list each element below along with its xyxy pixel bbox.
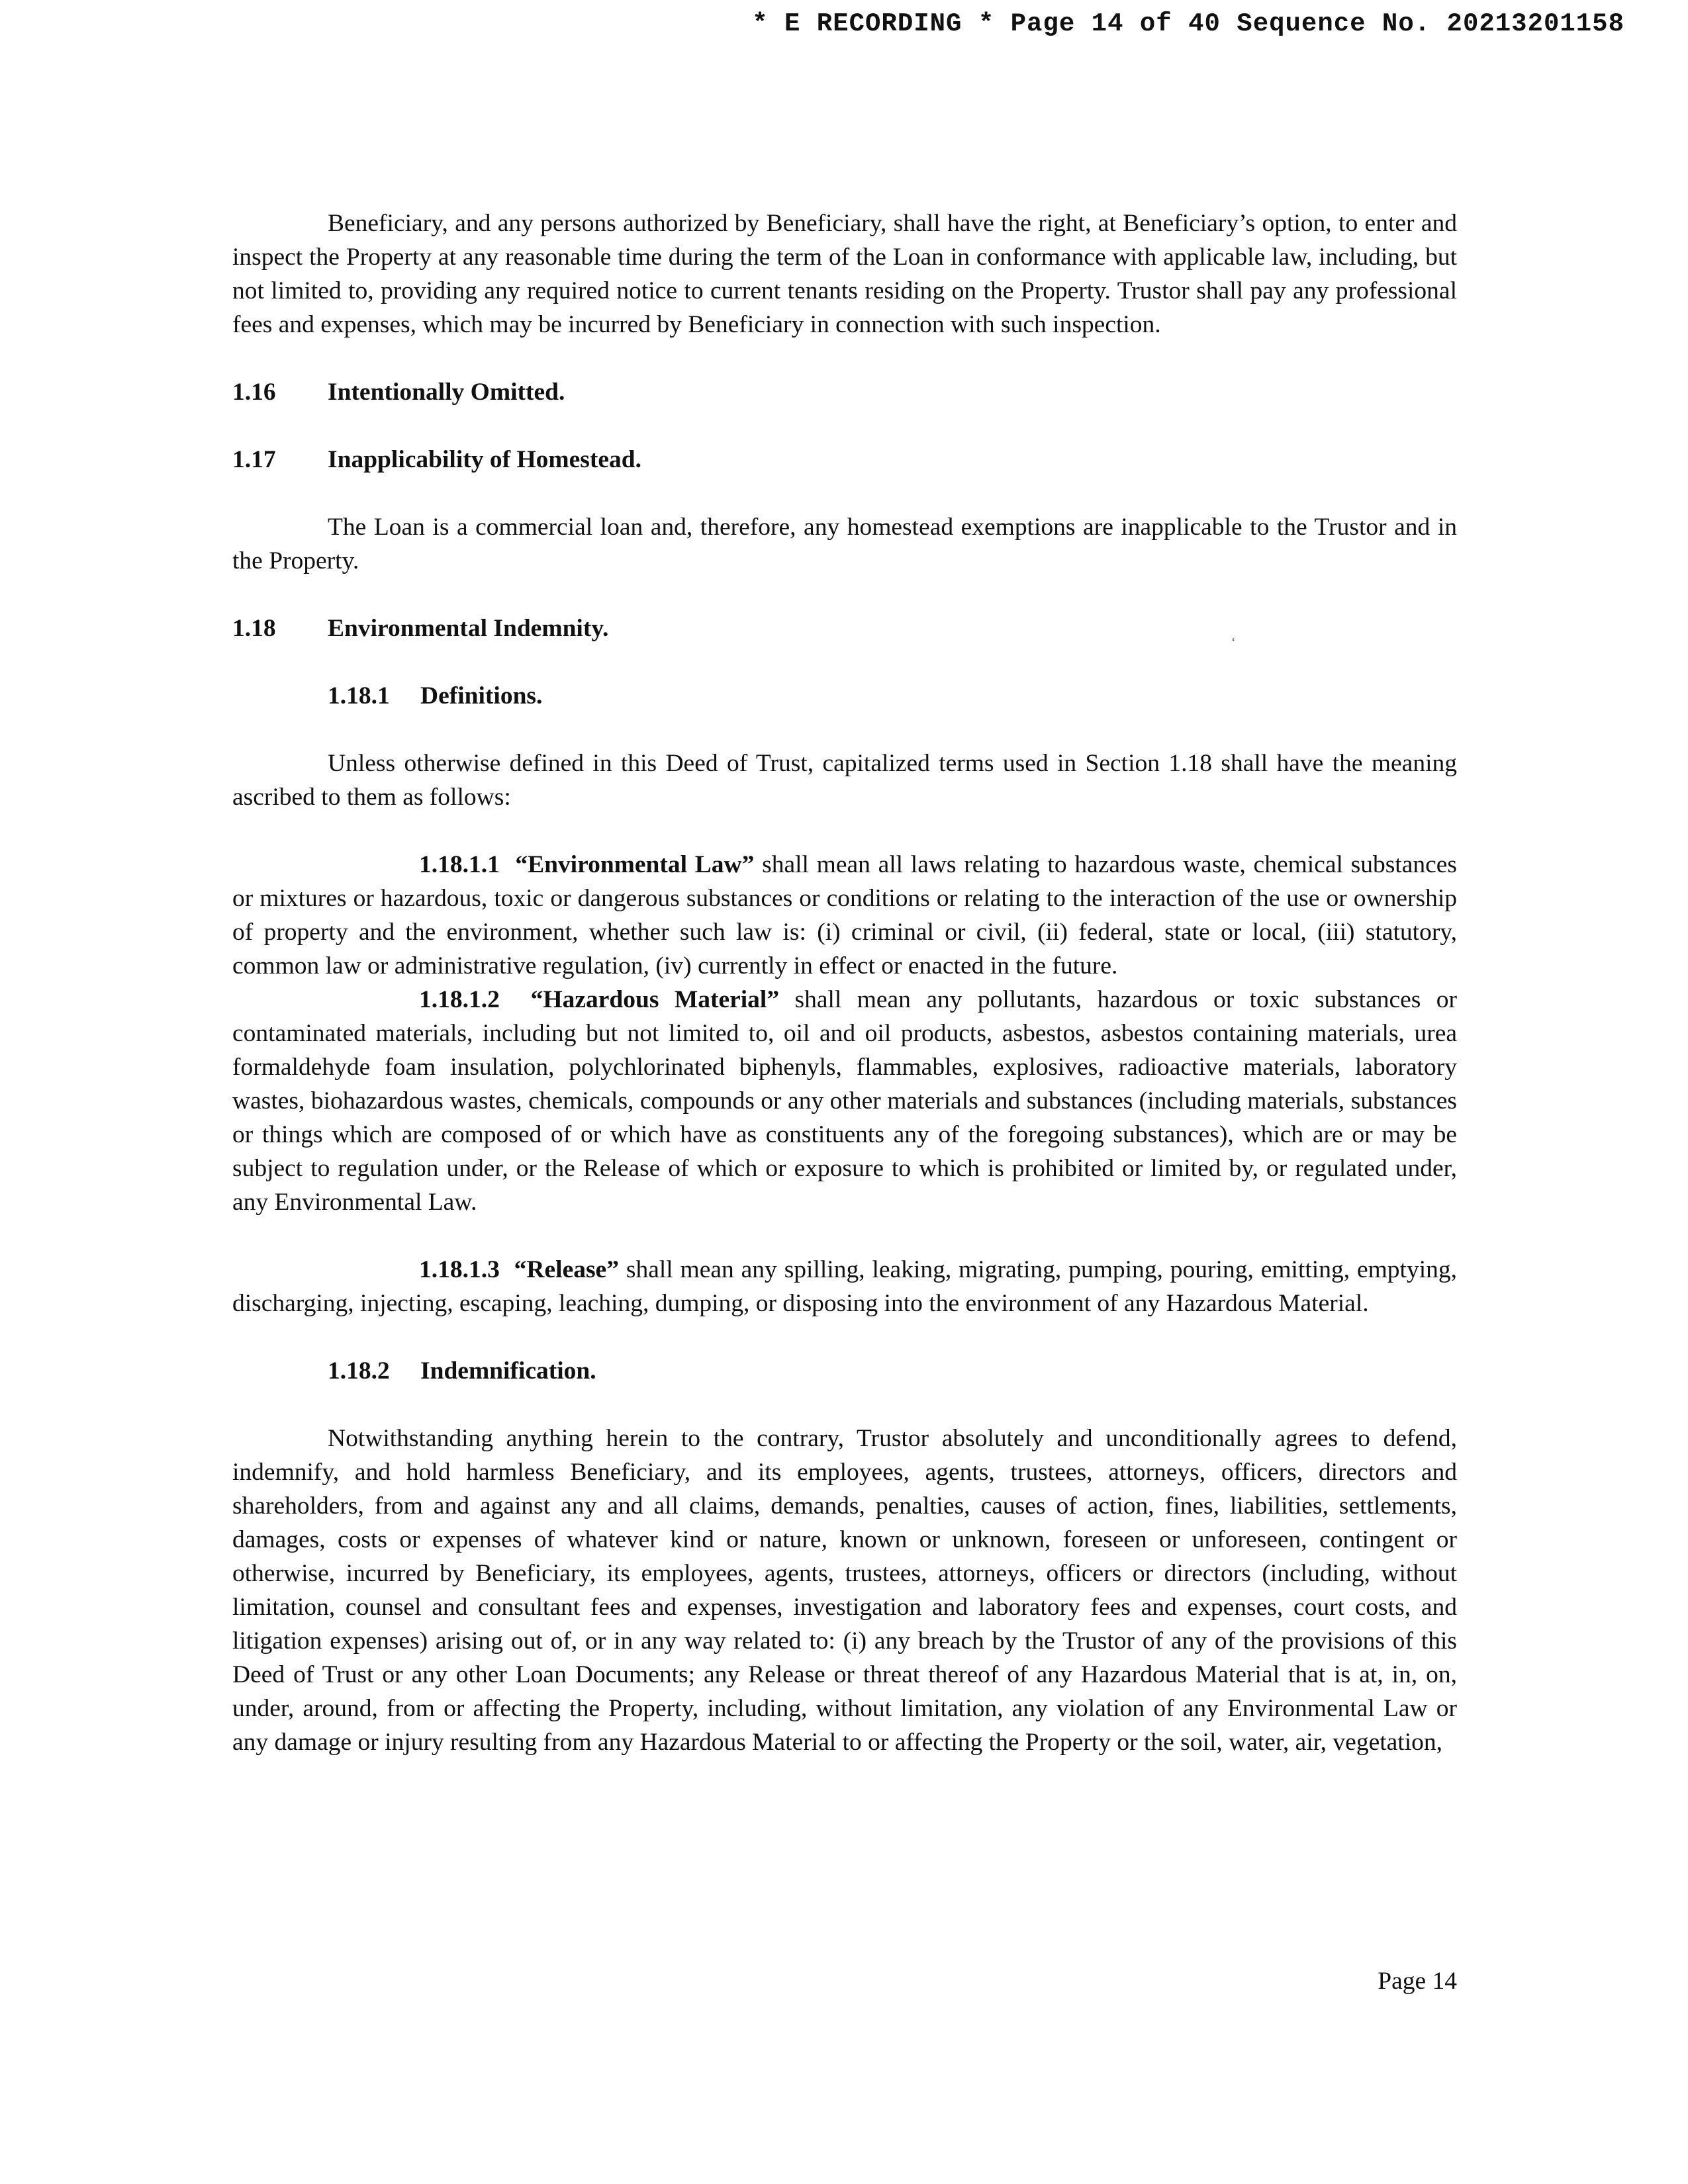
section-heading-1-16 (232, 375, 1457, 409)
section-title: Environmental Indemnity. (328, 615, 609, 642)
section-title: Inapplicability of Homestead. (328, 446, 641, 473)
definition-text: shall mean all laws relating to hazardous waste, chemical substances or mixtures or hazardous, toxic or dangerous substances or conditions or relating to the interaction of the use or ownership of property and the environment, whether such law is: (i) criminal or civil, (ii) federal, state or local, (iii) statutory, common law or administrative regulation, (iv) currently in effect or enacted in the future. (232, 851, 1457, 979)
section-number: 1.16 (232, 379, 276, 406)
definition-hazardous-material (232, 983, 1457, 1219)
paragraph-definitions-intro: Unless otherwise defined in this Deed of Trust, capitalized terms used in Section 1.18 shall have the meaning ascribed to them as follows: (232, 750, 1457, 811)
definition-text: shall mean any pollutants, hazardous or toxic substances or contaminated materials, including but not limited to, oil and oil products, asbestos, asbestos containing materials, urea formaldehyde foam insulation, polychlorinated biphenyls, flammables, explosives, radioactive materials, laboratory wastes, biohazardous wastes, chemicals, compounds or any other materials and substances (including materials, substances or things which are composed of or which have as constituents any of the foregoing substances), which are or may be subject to regulation under, or the Release of which or exposure to which is prohibited or limited by, or regulated under, any Environmental Law. (232, 986, 1457, 1216)
section-title: Intentionally Omitted. (328, 379, 565, 406)
recording-stamp: * E RECORDING * Page 14 of 40 Sequence No. 20213201158 (752, 9, 1624, 38)
paragraph-homestead: The Loan is a commercial loan and, therefore, any homestead exemptions are inapplicable to the Trustor and in the Property. (232, 514, 1457, 574)
subsection-heading-1-18-1 (328, 679, 1457, 713)
scan-artifact: ‘ (1231, 635, 1236, 650)
section-number: 1.17 (232, 446, 276, 473)
section-heading-1-17 (232, 443, 1457, 477)
subsection-number: 1.18.1 (328, 682, 390, 709)
definition-term: “Hazardous Material” (530, 986, 780, 1013)
subsection-heading-1-18-2 (328, 1354, 1457, 1388)
subsection-title: Definitions. (420, 682, 543, 709)
definition-text: shall mean any spilling, leaking, migrating, pumping, pouring, emitting, emptying, discharging, injecting, escaping, leaching, dumping, or disposing into the environment of any Hazardous Material. (232, 1256, 1458, 1317)
definition-environmental-law (232, 848, 1457, 983)
definition-number: 1.18.1.2 (419, 986, 500, 1013)
paragraph-indemnification: Notwithstanding anything herein to the contrary, Trustor absolutely and unconditionally agrees to defend, indemnify, and hold harmless Beneficiary, and its employees, agents, trustees, attorneys, officers, directors and shareholders, from and against any and all claims, demands, penalties, causes of action, fines, liabilities, settlements, damages, costs or expenses of whatever kind or nature, known or unknown, foreseen or unforeseen, contingent or otherwise, incurred by Beneficiary, its employees, agents, trustees, attorneys, officers or directors (including, without limitation, counsel and consultant fees and expenses, investigation and laboratory fees and expenses, court costs, and litigation expenses) arising out of, or in any way related to: (i) any breach by the Trustor of any of the provisions of this Deed of Trust or any other Loan Documents; any Release or threat thereof of any Hazardous Material that is at, in, on, under, around, from or affecting the Property, including, without limitation, any violation of any Environmental Law or any damage or injury resulting from any Hazardous Material to or affecting the Property or the soil, water, air, vegetation, (232, 1425, 1457, 1756)
section-number: 1.18 (232, 615, 276, 642)
subsection-title: Indemnification. (420, 1357, 596, 1385)
document-body (232, 206, 1457, 1759)
definition-release (232, 1253, 1457, 1320)
definition-number: 1.18.1.1 (419, 851, 500, 878)
subsection-number: 1.18.2 (328, 1357, 390, 1385)
definition-term: “Environmental Law” (515, 851, 755, 878)
paragraph-inspection: Beneficiary, and any persons authorized by Beneficiary, shall have the right, at Beneficiary’s option, to enter and inspect the Property at any reasonable time during the term of the Loan in conformance with applicable law, including, but not limited to, providing any required notice to current tenants residing on the Property. Trustor shall pay any professional fees and expenses, which may be incurred by Beneficiary in connection with such inspection. (232, 210, 1457, 338)
definition-term: “Release” (514, 1256, 619, 1283)
section-heading-1-18 (232, 612, 1457, 645)
definition-number: 1.18.1.3 (419, 1256, 500, 1283)
page-number: Page 14 (1378, 1968, 1457, 1995)
